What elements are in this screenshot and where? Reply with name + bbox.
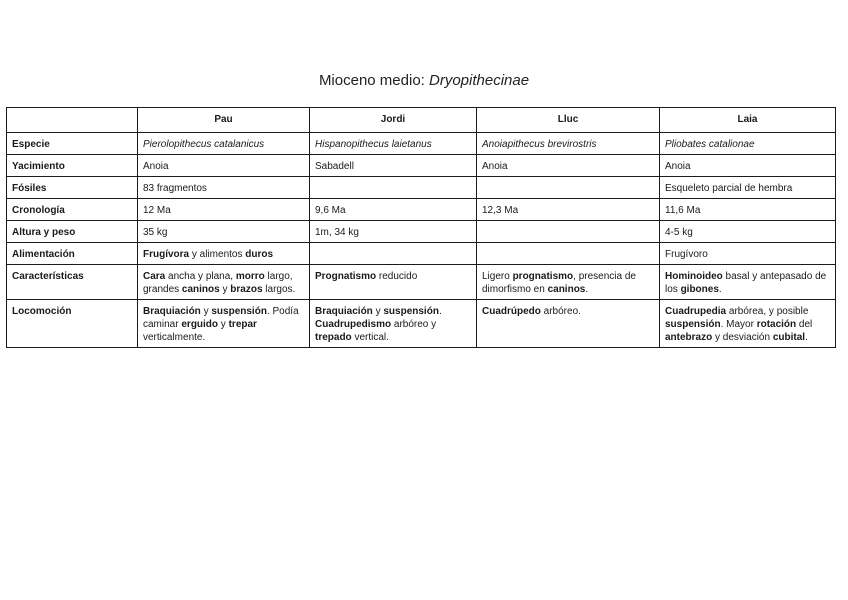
cell-text: 1m, 34 kg	[315, 227, 359, 238]
cell-text: trepar	[228, 319, 257, 330]
cell-text: y desviación	[712, 332, 773, 343]
header-cell-pau: Pau	[138, 108, 310, 133]
cell-text: gibones	[680, 284, 719, 295]
header-cell-lluc: Lluc	[477, 108, 660, 133]
cell-text: Anoia	[482, 161, 508, 172]
table-cell	[477, 199, 660, 221]
cell-text: Cuadrupedismo	[315, 319, 392, 330]
cell-text: largo, grandes	[143, 271, 293, 295]
cell-text: y	[200, 306, 212, 317]
cell-text: 35 kg	[143, 227, 168, 238]
cell-text: brazos	[230, 284, 263, 295]
table-cell	[660, 177, 836, 199]
row-label: Características	[7, 265, 138, 300]
title-subfamily: Dryopithecinae	[429, 72, 530, 89]
cell-text: duros	[245, 249, 274, 260]
table-cell	[310, 300, 477, 348]
table-row	[7, 243, 836, 265]
cell-text: .	[718, 284, 722, 295]
table-row	[7, 199, 836, 221]
cell-text: . Mayor	[720, 319, 757, 330]
row-label: Fósiles	[7, 177, 138, 199]
row-label: Alimentación	[7, 243, 138, 265]
cell-text: suspensión	[383, 306, 439, 317]
table-cell	[138, 199, 310, 221]
cell-text: Prognatismo	[315, 271, 377, 282]
table-cell	[660, 199, 836, 221]
cell-text: cubital	[772, 332, 806, 343]
cell-text: , presencia de dimorfismo en	[482, 271, 636, 295]
cell-text: verticalmente.	[143, 332, 206, 343]
table-cell	[138, 177, 310, 199]
cell-text: y alimentos	[189, 249, 246, 260]
page-title	[0, 72, 848, 89]
table-cell	[477, 155, 660, 177]
table-cell	[660, 155, 836, 177]
cell-text: 12,3 Ma	[482, 205, 519, 216]
cell-text: Pierolopithecus catalanicus	[143, 139, 265, 150]
table-cell	[477, 243, 660, 265]
cell-text: y	[218, 319, 229, 330]
cell-text: Cara	[143, 271, 166, 282]
table-cell	[138, 155, 310, 177]
header-cell-laia: Laia	[660, 108, 836, 133]
cell-text: caninos	[547, 284, 586, 295]
row-label: Cronología	[7, 199, 138, 221]
header-cell-empty	[7, 108, 138, 133]
cell-text: . Podía caminar	[143, 306, 299, 330]
row-label: Altura y peso	[7, 221, 138, 243]
table-row	[7, 133, 836, 155]
table-cell	[477, 133, 660, 155]
cell-text: Anoia	[143, 161, 169, 172]
cell-text: del	[796, 319, 813, 330]
row-label: Especie	[7, 133, 138, 155]
cell-text: Frugívora	[143, 249, 190, 260]
cell-text: arbórea, y posible	[726, 306, 809, 317]
cell-text: Hominoideo	[665, 271, 723, 282]
cell-text: morro	[235, 271, 265, 282]
header-row	[7, 108, 836, 133]
table-row	[7, 221, 836, 243]
cell-text: reducido	[376, 271, 418, 282]
cell-text: rotación	[756, 319, 797, 330]
cell-text: Sabadell	[315, 161, 354, 172]
cell-text: prognatismo	[512, 271, 574, 282]
table-cell	[477, 177, 660, 199]
table-cell	[310, 155, 477, 177]
cell-text: y	[372, 306, 384, 317]
cell-text: vertical.	[351, 332, 389, 343]
cell-text: .	[438, 306, 442, 317]
table-cell	[138, 221, 310, 243]
cell-text: ancha y plana,	[165, 271, 236, 282]
cell-text: Cuadrupedia	[665, 306, 727, 317]
cell-text: 4-5 kg	[665, 227, 693, 238]
table-cell	[660, 243, 836, 265]
cell-text: .	[805, 332, 808, 343]
cell-text: Pliobates catalionae	[665, 139, 755, 150]
cell-text: Braquiación	[143, 306, 201, 317]
cell-text: .	[585, 284, 589, 295]
table-cell	[660, 221, 836, 243]
cell-text: Anoiapithecus brevirostris	[482, 139, 597, 150]
table-row	[7, 300, 836, 348]
cell-text: y	[219, 284, 231, 295]
cell-text: 9,6 Ma	[315, 205, 346, 216]
table-cell	[660, 133, 836, 155]
table-cell	[310, 243, 477, 265]
table-cell	[138, 265, 310, 300]
cell-text: suspensión	[665, 319, 721, 330]
table-row	[7, 265, 836, 300]
cell-text: 11,6 Ma	[665, 205, 701, 216]
cell-text: trepado	[315, 332, 352, 343]
table-body	[7, 133, 836, 348]
row-label: Locomoción	[7, 300, 138, 348]
cell-text: erguido	[181, 319, 219, 330]
cell-text: basal y antepasado de los	[665, 271, 827, 295]
table-cell	[138, 133, 310, 155]
table-cell	[310, 199, 477, 221]
table-row	[7, 155, 836, 177]
table-cell	[477, 300, 660, 348]
cell-text: Esqueleto parcial de hembra	[665, 183, 793, 194]
cell-text: Frugívoro	[665, 249, 708, 260]
cell-text: Cuadrúpedo	[482, 306, 541, 317]
table-cell	[310, 265, 477, 300]
cell-text: Anoia	[665, 161, 691, 172]
title-prefix: Mioceno medio:	[318, 72, 429, 89]
row-label: Yacimiento	[7, 155, 138, 177]
cell-text: largos.	[262, 284, 296, 295]
table-cell	[138, 300, 310, 348]
cell-text: 12 Ma	[143, 205, 171, 216]
cell-text: antebrazo	[665, 332, 713, 343]
comparison-table	[6, 107, 836, 348]
table-cell	[660, 300, 836, 348]
table-cell	[477, 221, 660, 243]
cell-text: caninos	[181, 284, 220, 295]
table-cell	[477, 265, 660, 300]
cell-text: Braquiación	[315, 306, 373, 317]
table-cell	[660, 265, 836, 300]
table-cell	[310, 221, 477, 243]
cell-text: arbóreo.	[540, 306, 581, 317]
table-cell	[310, 133, 477, 155]
table-cell	[310, 177, 477, 199]
table-row	[7, 177, 836, 199]
table-cell	[138, 243, 310, 265]
cell-text: Ligero	[482, 271, 513, 282]
cell-text: 83 fragmentos	[143, 183, 207, 194]
cell-text: arbóreo y	[391, 319, 437, 330]
cell-text: Hispanopithecus laietanus	[315, 139, 432, 150]
cell-text: suspensión	[211, 306, 267, 317]
header-cell-jordi: Jordi	[310, 108, 477, 133]
